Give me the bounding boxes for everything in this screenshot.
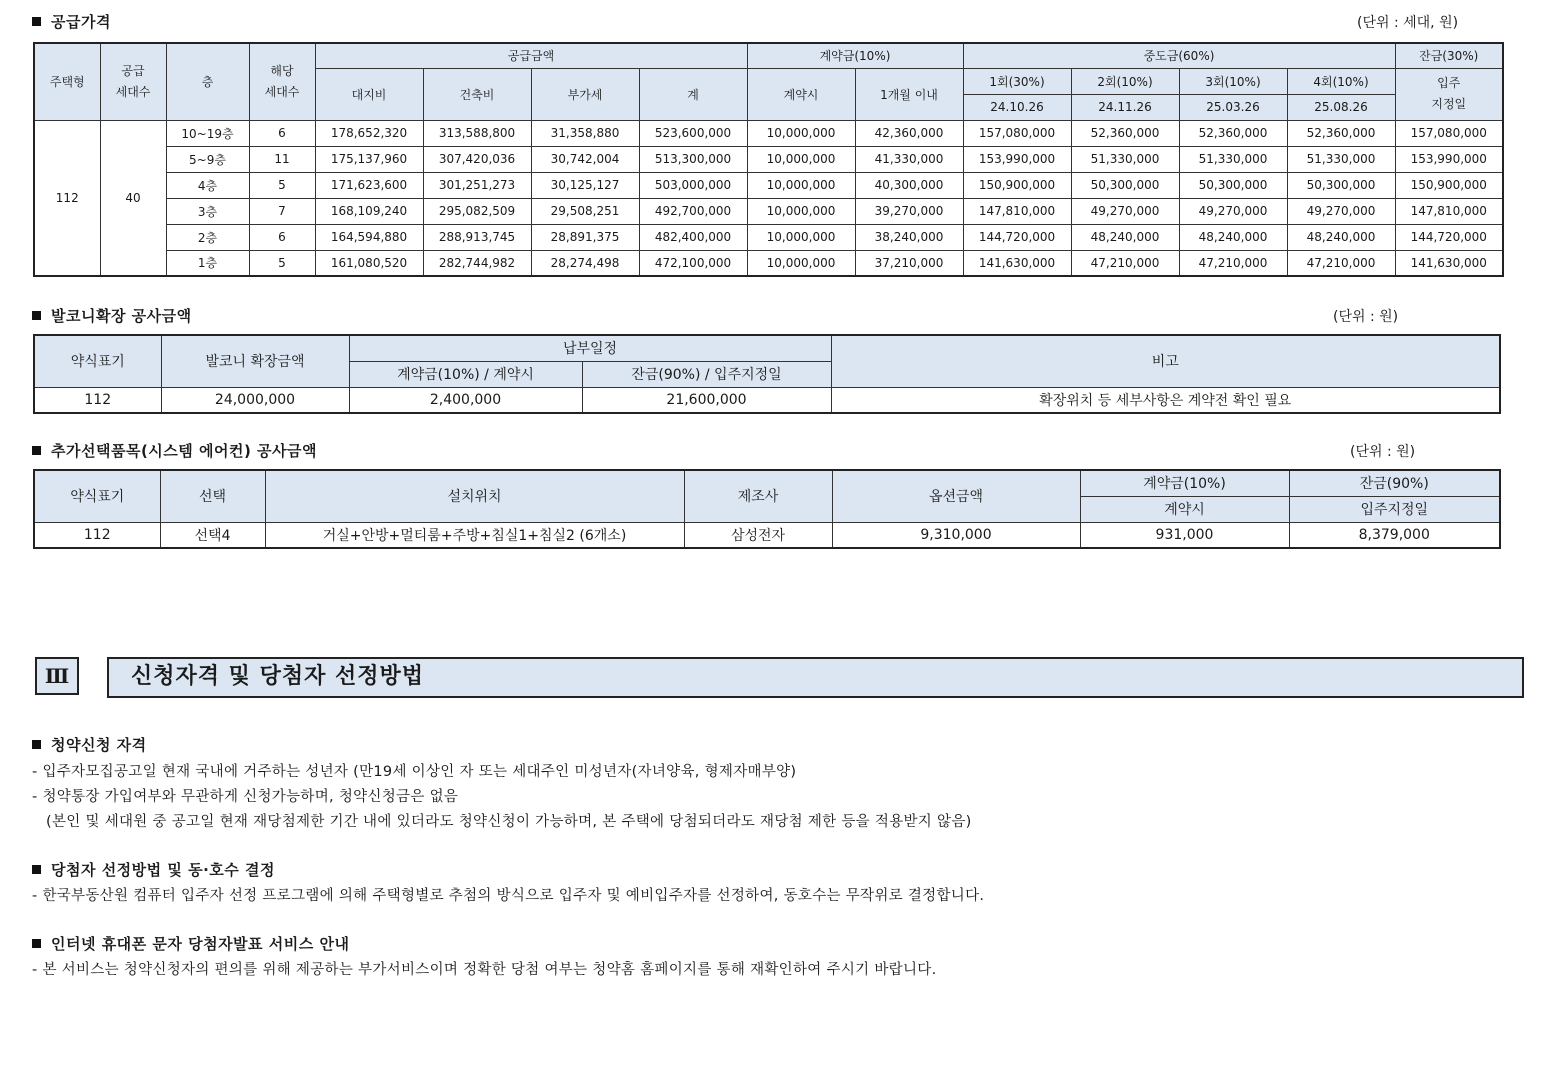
- table-row: [34, 250, 1503, 276]
- building-cell: 288,913,745: [423, 224, 531, 250]
- header-total: 계: [639, 68, 747, 120]
- within-month-cell: 39,270,000: [855, 198, 963, 224]
- aircon-option-cell: 선택4: [160, 522, 265, 548]
- balcony-header-balance: 잔금(90%) / 입주지정일: [582, 361, 831, 387]
- interim-1-cell: 157,080,000: [963, 120, 1071, 146]
- floor-cell: 3층: [166, 198, 249, 224]
- aircon-header-price: 옵션금액: [832, 470, 1080, 522]
- balcony-header-abbr: 약식표기: [34, 335, 161, 387]
- vat-cell: 28,891,375: [531, 224, 639, 250]
- selection-line-1: - 한국부동산원 컴퓨터 입주자 선정 프로그램에 의해 주택형별로 추첨의 방식으로 입주자 및 예비입주자를 선정하여, 동호수는 무작위로 결정합니다.: [32, 888, 985, 904]
- households-cell: 5: [249, 250, 315, 276]
- balcony-deposit-cell: 2,400,000: [349, 387, 582, 413]
- interim-1-cell: 153,990,000: [963, 146, 1071, 172]
- eligibility-title: 청약신청 자격: [32, 734, 147, 755]
- balance-cell: 141,630,000: [1395, 250, 1503, 276]
- table-row: [34, 387, 1500, 413]
- aircon-maker-cell: 삼성전자: [684, 522, 832, 548]
- interim-3-cell: 50,300,000: [1179, 172, 1287, 198]
- interim-3-cell: 48,240,000: [1179, 224, 1287, 250]
- table-row: [34, 172, 1503, 198]
- building-cell: 282,744,982: [423, 250, 531, 276]
- land-cell: 164,594,880: [315, 224, 423, 250]
- floor-cell: 10~19층: [166, 120, 249, 146]
- at-contract-cell: 10,000,000: [747, 146, 855, 172]
- balance-cell: 150,900,000: [1395, 172, 1503, 198]
- aircon-location-cell: 거실+안방+멀티룸+주방+침실1+침실2 (6개소): [265, 522, 684, 548]
- total-cell: 492,700,000: [639, 198, 747, 224]
- within-month-cell: 41,330,000: [855, 146, 963, 172]
- header-balance: 잔금(30%): [1395, 43, 1503, 68]
- interim-4-cell: 51,330,000: [1287, 146, 1395, 172]
- header-within-1-month: 1개월 이내: [855, 68, 963, 120]
- balcony-abbr-cell: 112: [34, 387, 161, 413]
- at-contract-cell: 10,000,000: [747, 172, 855, 198]
- header-contract-deposit: 계약금(10%): [747, 43, 963, 68]
- vat-cell: 31,358,880: [531, 120, 639, 146]
- floor-cell: 4층: [166, 172, 249, 198]
- interim-2-cell: 49,270,000: [1071, 198, 1179, 224]
- supply-unit: (단위 : 세대, 원): [1357, 15, 1459, 31]
- header-interim-3: 3회(10%): [1179, 68, 1287, 94]
- land-cell: 171,623,600: [315, 172, 423, 198]
- eligibility-line-3: (본인 및 세대원 중 공고일 현재 재당첨제한 기간 내에 있더라도 청약신청이 가능하며, 본 주택에 당첨되더라도 재당첨 제한 등을 적용받지 않음): [46, 814, 972, 830]
- aircon-header-deposit: 계약금(10%): [1080, 470, 1289, 496]
- balcony-header-note: 비고: [831, 335, 1500, 387]
- header-interim-1: 1회(30%): [963, 68, 1071, 94]
- land-cell: 178,652,320: [315, 120, 423, 146]
- interim-4-cell: 50,300,000: [1287, 172, 1395, 198]
- balcony-note-cell: 확장위치 등 세부사항은 계약전 확인 필요: [831, 387, 1500, 413]
- interim-1-cell: 144,720,000: [963, 224, 1071, 250]
- header-vat: 부가세: [531, 68, 639, 120]
- vat-cell: 30,742,004: [531, 146, 639, 172]
- interim-4-cell: 49,270,000: [1287, 198, 1395, 224]
- header-interim-2-date: 24.11.26: [1071, 94, 1179, 120]
- header-floor: 층: [166, 43, 249, 120]
- interim-2-cell: 51,330,000: [1071, 146, 1179, 172]
- land-cell: 175,137,960: [315, 146, 423, 172]
- interim-4-cell: 48,240,000: [1287, 224, 1395, 250]
- at-contract-cell: 10,000,000: [747, 250, 855, 276]
- total-cell: 482,400,000: [639, 224, 747, 250]
- balance-cell: 144,720,000: [1395, 224, 1503, 250]
- aircon-balance-cell: 8,379,000: [1289, 522, 1500, 548]
- aircon-header-abbr: 약식표기: [34, 470, 160, 522]
- at-contract-cell: 10,000,000: [747, 198, 855, 224]
- building-cell: 295,082,509: [423, 198, 531, 224]
- land-cell: 168,109,240: [315, 198, 423, 224]
- within-month-cell: 37,210,000: [855, 250, 963, 276]
- aircon-deposit-cell: 931,000: [1080, 522, 1289, 548]
- total-cell: 513,300,000: [639, 146, 747, 172]
- building-cell: 313,588,800: [423, 120, 531, 146]
- balance-cell: 153,990,000: [1395, 146, 1503, 172]
- households-cell: 11: [249, 146, 315, 172]
- selection-title: 당첨자 선정방법 및 동·호수 결정: [32, 859, 275, 880]
- balcony-header-deposit: 계약금(10%) / 계약시: [349, 361, 582, 387]
- interim-1-cell: 150,900,000: [963, 172, 1071, 198]
- aircon-price-cell: 9,310,000: [832, 522, 1080, 548]
- balcony-table: [33, 334, 1501, 414]
- households-cell: 6: [249, 120, 315, 146]
- households-cell: 6: [249, 224, 315, 250]
- interim-3-cell: 52,360,000: [1179, 120, 1287, 146]
- aircon-abbr-cell: 112: [34, 522, 160, 548]
- interim-2-cell: 47,210,000: [1071, 250, 1179, 276]
- balcony-section-title: 발코니확장 공사금액: [32, 305, 192, 326]
- header-type: 주택형: [34, 43, 100, 120]
- households-cell: 7: [249, 198, 315, 224]
- interim-2-cell: 48,240,000: [1071, 224, 1179, 250]
- total-cell: 503,000,000: [639, 172, 747, 198]
- notice-title: 인터넷 휴대폰 문자 당첨자발표 서비스 안내: [32, 933, 349, 954]
- header-interim-3-date: 25.03.26: [1179, 94, 1287, 120]
- interim-3-cell: 49,270,000: [1179, 198, 1287, 224]
- floor-cell: 2층: [166, 224, 249, 250]
- header-interim: 중도금(60%): [963, 43, 1395, 68]
- supply-section-title: 공급가격: [32, 11, 111, 32]
- within-month-cell: 40,300,000: [855, 172, 963, 198]
- section-heading: 신청자격 및 당첨자 선정방법: [107, 657, 1524, 698]
- within-month-cell: 38,240,000: [855, 224, 963, 250]
- interim-4-cell: 52,360,000: [1287, 120, 1395, 146]
- interim-2-cell: 50,300,000: [1071, 172, 1179, 198]
- balcony-amount-cell: 24,000,000: [161, 387, 349, 413]
- building-cell: 307,420,036: [423, 146, 531, 172]
- interim-4-cell: 47,210,000: [1287, 250, 1395, 276]
- header-move-in-date: 입주 지정일: [1395, 68, 1503, 120]
- within-month-cell: 42,360,000: [855, 120, 963, 146]
- header-building: 건축비: [423, 68, 531, 120]
- households-cell: 5: [249, 172, 315, 198]
- aircon-section-title: 추가선택품목(시스템 에어컨) 공사금액: [32, 440, 317, 461]
- vat-cell: 28,274,498: [531, 250, 639, 276]
- table-row: [34, 120, 1503, 146]
- aircon-header-balance-when: 입주지정일: [1289, 496, 1500, 522]
- eligibility-line-2: - 청약통장 가입여부와 무관하게 신청가능하며, 청약신청금은 없음: [32, 789, 459, 805]
- eligibility-line-1: - 입주자모집공고일 현재 국내에 거주하는 성년자 (만19세 이상인 자 또는 세대주인 미성년자(자녀양육, 형제자매부양): [32, 764, 797, 780]
- aircon-header-location: 설치위치: [265, 470, 684, 522]
- notice-line-1: - 본 서비스는 청약신청자의 편의를 위해 제공하는 부가서비스이며 정확한 당첨 여부는 청약홈 홈페이지를 통해 재확인하여 주시기 바랍니다.: [32, 962, 937, 978]
- header-applicable-households: 해당 세대수: [249, 43, 315, 120]
- header-supply-households: 공급 세대수: [100, 43, 166, 120]
- balcony-header-amount: 발코니 확장금액: [161, 335, 349, 387]
- section-number: Ⅲ: [35, 657, 79, 695]
- vat-cell: 29,508,251: [531, 198, 639, 224]
- interim-1-cell: 147,810,000: [963, 198, 1071, 224]
- aircon-header-deposit-when: 계약시: [1080, 496, 1289, 522]
- table-row: [34, 224, 1503, 250]
- header-interim-2: 2회(10%): [1071, 68, 1179, 94]
- vat-cell: 30,125,127: [531, 172, 639, 198]
- type-value: 112: [34, 120, 100, 276]
- floor-cell: 5~9층: [166, 146, 249, 172]
- header-interim-4-date: 25.08.26: [1287, 94, 1395, 120]
- aircon-header-maker: 제조사: [684, 470, 832, 522]
- header-at-contract: 계약시: [747, 68, 855, 120]
- balcony-unit: (단위 : 원): [1333, 309, 1399, 325]
- total-cell: 523,600,000: [639, 120, 747, 146]
- supply-price-table: [33, 42, 1504, 277]
- interim-3-cell: 47,210,000: [1179, 250, 1287, 276]
- balcony-header-schedule: 납부일정: [349, 335, 831, 361]
- header-supply-amount: 공급금액: [315, 43, 747, 68]
- total-cell: 472,100,000: [639, 250, 747, 276]
- table-row: [34, 198, 1503, 224]
- header-land: 대지비: [315, 68, 423, 120]
- at-contract-cell: 10,000,000: [747, 120, 855, 146]
- balcony-balance-cell: 21,600,000: [582, 387, 831, 413]
- aircon-table: [33, 469, 1501, 549]
- land-cell: 161,080,520: [315, 250, 423, 276]
- table-row: [34, 146, 1503, 172]
- table-row: [34, 522, 1500, 548]
- at-contract-cell: 10,000,000: [747, 224, 855, 250]
- building-cell: 301,251,273: [423, 172, 531, 198]
- interim-2-cell: 52,360,000: [1071, 120, 1179, 146]
- balance-cell: 157,080,000: [1395, 120, 1503, 146]
- header-interim-4: 4회(10%): [1287, 68, 1395, 94]
- balance-cell: 147,810,000: [1395, 198, 1503, 224]
- aircon-header-balance: 잔금(90%): [1289, 470, 1500, 496]
- aircon-unit: (단위 : 원): [1350, 444, 1416, 460]
- interim-3-cell: 51,330,000: [1179, 146, 1287, 172]
- header-interim-1-date: 24.10.26: [963, 94, 1071, 120]
- floor-cell: 1층: [166, 250, 249, 276]
- interim-1-cell: 141,630,000: [963, 250, 1071, 276]
- supply-households-value: 40: [100, 120, 166, 276]
- aircon-header-option: 선택: [160, 470, 265, 522]
